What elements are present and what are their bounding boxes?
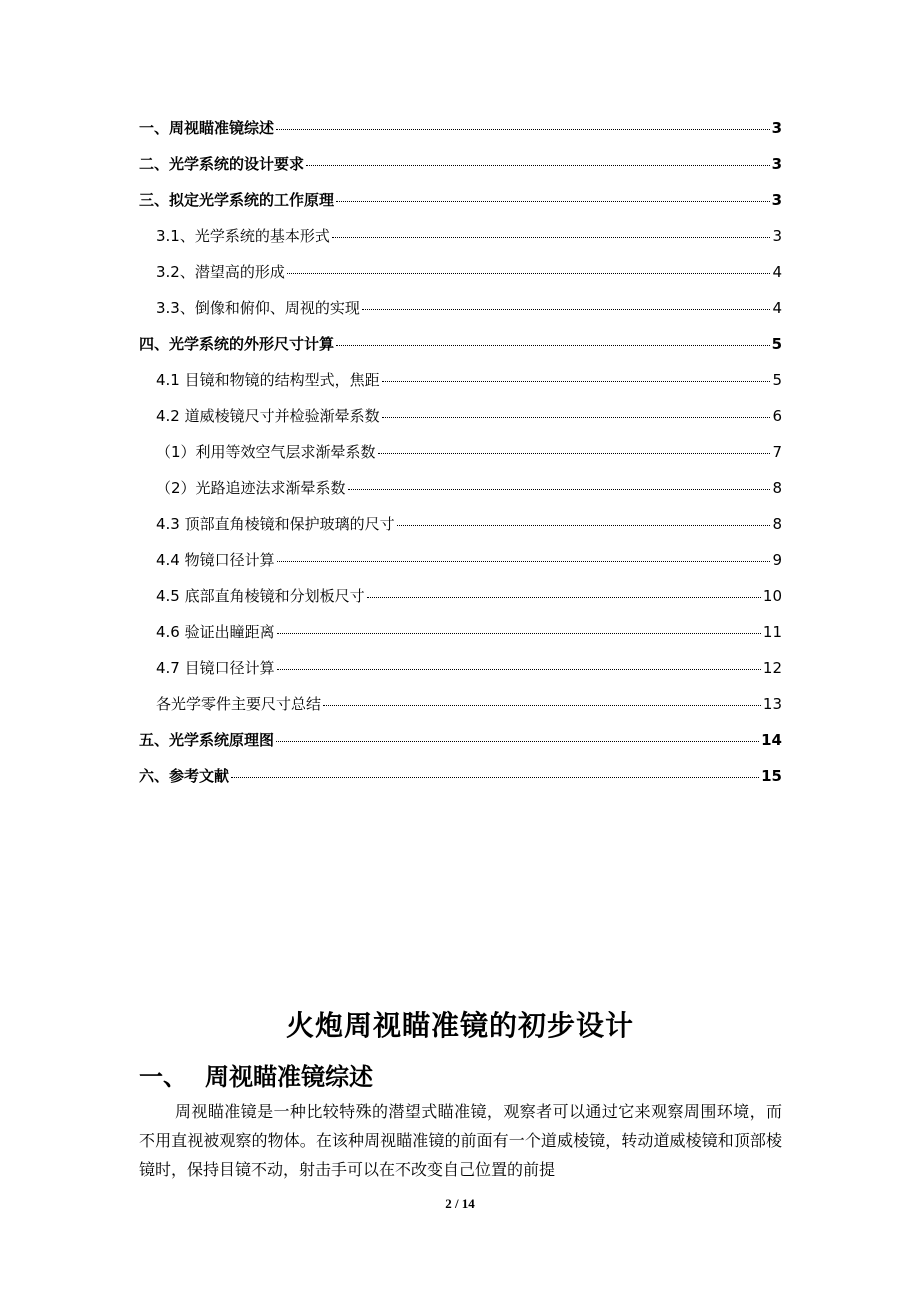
toc-entry-label: 三、拟定光学系统的工作原理 [139, 191, 335, 209]
toc-dot-leader [336, 344, 770, 346]
page-number: 2 / 14 [445, 1196, 475, 1211]
toc-dot-leader [367, 596, 761, 598]
toc-dot-leader [277, 560, 771, 562]
toc-entry-page: 3 [771, 155, 782, 173]
toc-dot-leader [276, 128, 770, 130]
toc-entry[interactable] [139, 650, 782, 686]
section-title: 周视瞄准镜综述 [205, 1063, 373, 1091]
toc-entry-label: 六、参考文献 [139, 767, 230, 785]
toc-entry-page: 8 [772, 515, 782, 533]
toc-entry-label: 4.7 目镜口径计算 [156, 659, 275, 677]
toc-entry-page: 3 [771, 191, 782, 209]
toc-entry-label: 3.2、潜望高的形成 [156, 263, 285, 281]
toc-entry-label: 3.1、光学系统的基本形式 [156, 227, 330, 245]
toc-entry-label: 一、周视瞄准镜综述 [139, 119, 275, 137]
toc-entry-page: 5 [771, 335, 782, 353]
toc-entry-label: 4.5 底部直角棱镜和分划板尺寸 [156, 587, 365, 605]
toc-entry[interactable] [139, 758, 782, 794]
toc-dot-leader [362, 308, 771, 310]
toc-entry[interactable] [139, 146, 782, 182]
toc-entry-label: 4.3 顶部直角棱镜和保护玻璃的尺寸 [156, 515, 395, 533]
toc-dot-leader [306, 164, 770, 166]
toc-dot-leader [382, 416, 771, 418]
toc-dot-leader [231, 776, 759, 778]
toc-entry-label: （2）光路追迹法求渐晕系数 [156, 479, 346, 497]
toc-entry[interactable] [139, 542, 782, 578]
toc-entry-label: 4.6 验证出瞳距离 [156, 623, 275, 641]
toc-entry-label: （1）利用等效空气层求渐晕系数 [156, 443, 376, 461]
toc-entry[interactable] [139, 578, 782, 614]
toc-dot-leader [277, 632, 761, 634]
toc-entry[interactable] [139, 182, 782, 218]
toc-entry-page: 4 [772, 299, 782, 317]
toc-entry-label: 4.2 道威棱镜尺寸并检验渐晕系数 [156, 407, 380, 425]
toc-entry-label: 四、光学系统的外形尺寸计算 [139, 335, 335, 353]
toc-entry-page: 9 [772, 551, 782, 569]
toc-entry-page: 10 [762, 587, 782, 605]
toc-dot-leader [332, 236, 771, 238]
document-title: 火炮周视瞄准镜的初步设计 [285, 1009, 634, 1042]
toc-entry-label: 五、光学系统原理图 [139, 731, 275, 749]
toc-entry[interactable] [139, 290, 782, 326]
toc-entry[interactable] [139, 506, 782, 542]
toc-dot-leader [378, 452, 771, 454]
toc-entry[interactable] [139, 614, 782, 650]
toc-entry-label: 各光学零件主要尺寸总结 [156, 695, 322, 713]
section-number: 一、 [139, 1063, 187, 1091]
toc-dot-leader [348, 488, 771, 490]
toc-dot-leader [323, 704, 761, 706]
toc-entry[interactable] [139, 722, 782, 758]
toc-entry[interactable] [139, 470, 782, 506]
toc-entry-page: 8 [772, 479, 782, 497]
toc-dot-leader [336, 200, 770, 202]
section-heading [139, 1057, 373, 1092]
toc-entry[interactable] [139, 398, 782, 434]
toc-entry-label: 4.1 目镜和物镜的结构型式，焦距 [156, 371, 380, 389]
body-paragraph: 周视瞄准镜是一种比较特殊的潜望式瞄准镜，观察者可以通过它来观察周围环境，而不用直视被观察的物体。在该种周视瞄准镜的前面有一个道威棱镜，转动道威棱镜和顶部棱镜时，保持目镜不动，射击手可以在不改变自己位置的前提 [139, 1102, 782, 1179]
toc-dot-leader [276, 740, 759, 742]
toc-entry-label: 3.3、倒像和俯仰、周视的实现 [156, 299, 360, 317]
toc-entry-page: 6 [772, 407, 782, 425]
toc-entry-page: 11 [762, 623, 782, 641]
toc-entry[interactable] [139, 434, 782, 470]
toc-entry-label: 4.4 物镜口径计算 [156, 551, 275, 569]
toc-dot-leader [382, 380, 771, 382]
toc-entry[interactable] [139, 254, 782, 290]
toc-entry-page: 3 [772, 227, 782, 245]
toc-entry-page: 5 [772, 371, 782, 389]
toc-entry-page: 13 [762, 695, 782, 713]
toc-entry-page: 4 [772, 263, 782, 281]
toc-entry-page: 14 [761, 731, 782, 749]
toc-entry[interactable] [139, 218, 782, 254]
toc-entry-label: 二、光学系统的设计要求 [139, 155, 305, 173]
toc-dot-leader [397, 524, 771, 526]
toc-entry[interactable] [139, 326, 782, 362]
toc-entry-page: 3 [771, 119, 782, 137]
toc-entry[interactable] [139, 686, 782, 722]
toc-dot-leader [277, 668, 761, 670]
toc-dot-leader [287, 272, 771, 274]
toc-entry[interactable] [139, 362, 782, 398]
toc-entry-page: 15 [761, 767, 782, 785]
toc-entry-page: 12 [762, 659, 782, 677]
toc-entry[interactable] [139, 110, 782, 146]
toc-entry-page: 7 [772, 443, 782, 461]
table-of-contents [139, 110, 782, 794]
